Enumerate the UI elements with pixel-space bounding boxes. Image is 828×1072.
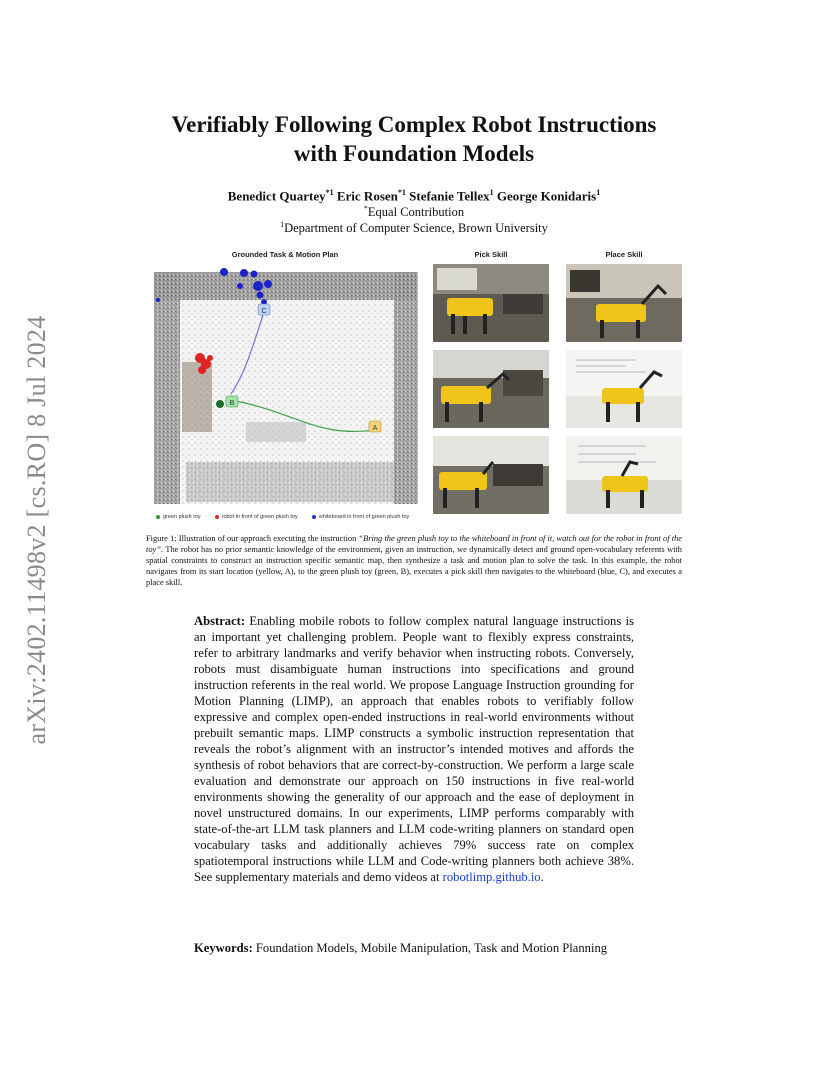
paper-title bbox=[0, 110, 828, 168]
place-skill-photo-3 bbox=[566, 436, 682, 514]
legend-item bbox=[215, 514, 298, 520]
keywords-label: Keywords: bbox=[194, 941, 253, 955]
legend-label: green plush toy bbox=[163, 514, 201, 520]
author-list bbox=[0, 188, 828, 204]
author-name: Stefanie Tellex bbox=[409, 188, 490, 204]
title-line-1: Verifiably Following Complex Robot Instructions bbox=[171, 112, 657, 137]
legend-swatch-green bbox=[156, 515, 160, 519]
author-name: Benedict Quartey bbox=[227, 188, 326, 204]
caption-prefix: Figure 1: Illustration of our approach executing the instruction bbox=[146, 534, 359, 543]
author-sup: *1 bbox=[325, 188, 334, 197]
affiliation-sup: 1 bbox=[280, 220, 285, 229]
author-sup: 1 bbox=[489, 188, 494, 197]
keywords-text: Foundation Models, Mobile Manipulation, Task and Motion Planning bbox=[252, 941, 608, 955]
keywords bbox=[194, 941, 654, 956]
waypoint-c-label: C bbox=[261, 308, 267, 315]
waypoint-b-label: B bbox=[229, 400, 235, 407]
project-link[interactable]: robotlimp.github.io bbox=[442, 870, 541, 884]
contribution-sup: * bbox=[363, 204, 368, 213]
figure-caption bbox=[146, 533, 682, 588]
legend-swatch-blue bbox=[312, 515, 316, 519]
abstract-text: Enabling mobile robots to follow complex natural language instructions is an important yet challenging problem. People want to flexibly express constraints, refer to arbitrary landmarks and verify behavior when instructing robots. Conversely, robots must disambiguate human instructions into specifications and ground instruction referents in the real world. We propose Language Instruction grounding for Motion Planning (LIMP), an approach that enables robots to verifiably follow expressive and complex open-ended instructions in real-world environments without prebuilt semantic maps. LIMP constructs a symbolic instruction representation that reveals the robot’s alignment with an instructor’s intended motives and affords the synthesis of robot behaviors that are correct-by-construction. We perform a large scale evaluation and demonstrate our approach on 150 instructions in five real-world environments showing the generality of our approach and the ease of deployment in novel unstructured domains. In our experiments, LIMP performs comparably with state-of-the-art LLM task planners and LLM code-writing planners on standard open vocabulary tasks and additionally achieves 79% success rate on complex spatiotemporal instructions while LLM and Code-writing planners both achieve 38%. See supplementary materials and demo videos at bbox=[194, 614, 634, 884]
panel-title-plan: Grounded Task & Motion Plan bbox=[231, 250, 339, 259]
abstract-end: . bbox=[540, 870, 544, 884]
pick-skill-photo-3 bbox=[433, 436, 549, 514]
legend-label: robot in front of green plush toy bbox=[221, 514, 298, 520]
affiliation-text: Department of Computer Science, Brown University bbox=[284, 221, 548, 236]
legend-swatch-red bbox=[215, 515, 219, 519]
map-legend bbox=[156, 514, 409, 520]
affiliation bbox=[0, 220, 828, 236]
author-sup: *1 bbox=[397, 188, 406, 197]
place-skill-photo-2 bbox=[566, 350, 682, 428]
waypoint-a-label: A bbox=[372, 425, 378, 432]
pick-skill-photo-2 bbox=[433, 350, 549, 428]
caption-body: . The robot has no prior semantic knowledge of the environment, given an instruction, we dynamically detect and ground open-vocabulary referents with spatial constraints to construct an instruction specific semantic map, then synthesize a task and motion plan to solve the task. In this example, the robot navigates from its start location (yellow, A), to the green plush toy (green, B), executes a pick skill then navigates to the whiteboard (blue, C), and executes a place skill. bbox=[146, 545, 682, 587]
legend-label: whiteboard in front of green plush toy bbox=[318, 514, 410, 520]
arxiv-identifier-text: arXiv:2402.11498v2 [cs.RO] 8 Jul 2024 bbox=[22, 315, 51, 745]
author-name: Eric Rosen bbox=[336, 188, 398, 204]
panel-title-pick: Pick Skill bbox=[474, 250, 508, 259]
abstract-label: Abstract: bbox=[194, 614, 246, 628]
legend-item bbox=[312, 514, 410, 520]
equal-contribution-note bbox=[0, 204, 828, 220]
abstract bbox=[194, 613, 634, 885]
legend-item bbox=[156, 514, 201, 520]
arxiv-identifier bbox=[14, 300, 60, 760]
author-sup: 1 bbox=[596, 188, 601, 197]
place-skill-photo-1 bbox=[566, 264, 682, 342]
caption-instruction: “Bring the green plush toy to the whiteboard in front of it, watch out for the robot in front of the toy” bbox=[146, 534, 682, 554]
panel-title-place: Place Skill bbox=[605, 250, 643, 259]
figure-1 bbox=[146, 250, 682, 530]
contribution-text: Equal Contribution bbox=[367, 205, 465, 220]
title-line-2: with Foundation Models bbox=[293, 141, 535, 166]
author-name: George Konidaris bbox=[496, 188, 597, 204]
pick-skill-photo-1 bbox=[433, 264, 549, 342]
semantic-map-image bbox=[146, 262, 424, 512]
